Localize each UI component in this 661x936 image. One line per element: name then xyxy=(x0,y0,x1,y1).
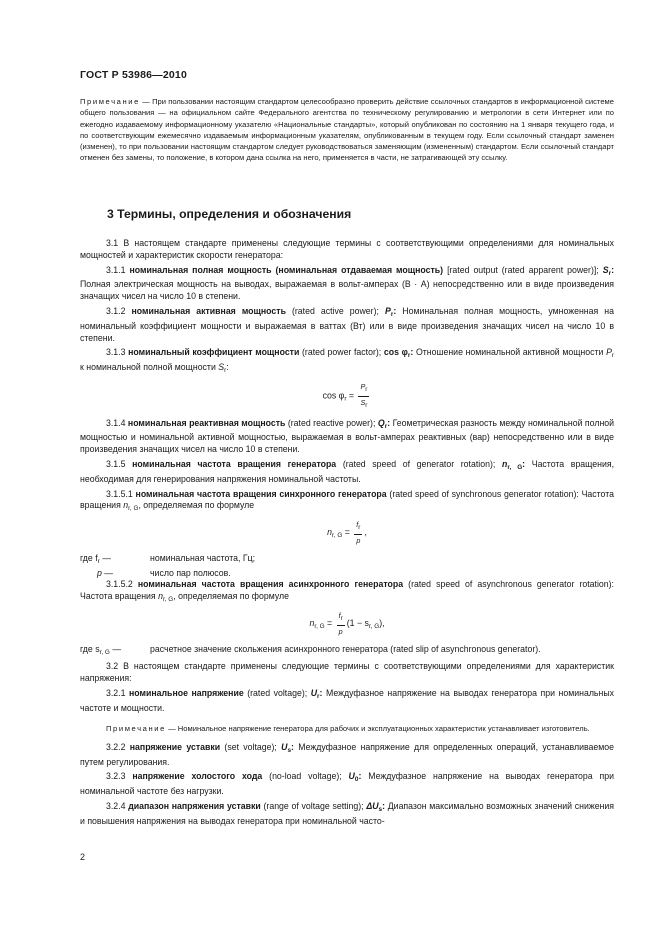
document-body xyxy=(80,238,614,828)
formula-power-factor: $\cos \varphi_r$ = $\frac{Pr}{Sr}$ xyxy=(322,381,368,409)
page-number: 2 xyxy=(80,852,86,862)
note-label: Примечание xyxy=(80,97,140,106)
term-3-2-3: 3.2.3 напряжение холостого хода (no-load voltage); $U_0$: Междуфазное напряжение на выводах генератора при номинальной частоте без нагрузки. xyxy=(80,771,614,797)
formula-async-speed: $n_{r, G}$ = $\frac{fr}{p}$ $(1 - s_{r, G})$, xyxy=(309,610,385,636)
term-3-1-3: 3.1.3 номинальный коэффициент мощности (rated power factor); $\cos \varphi_r$: Отношение номинальной активной мощности $P_r$ к номинальной полной мощности $S_r$: xyxy=(80,347,615,375)
term-3-1-4: 3.1.4 номинальная реактивная мощность (rated reactive power); $Q_r$: Геометрическая разность между номинальной полной мощностью и номинальной активной мощностью, выражаемая в вольт-амперах реактивных (вар) непосредственно или в виде произведения значащих чисел на число 10 в степени. xyxy=(80,417,615,455)
note-references xyxy=(80,96,614,164)
term-3-2-2: 3.2.2 напряжение уставки (set voltage); $U_s$: Междуфазное напряжение для определенных операций, устанавливаемое путем регулирования. xyxy=(80,741,614,767)
where-item-slip: где $s_{r, G}$ — расчетное значение скольжения асинхронного генератора (rated slip of asynchronous generator). xyxy=(80,643,541,656)
term-3-1-5-2: 3.1.5.2 номинальная частота вращения асинхронного генератора (rated speed of asynchronous generator rotation): Частота вращения $n_{r, G}$, определяемая по формуле xyxy=(80,579,614,604)
where-item-poles: p — число пар полюсов. xyxy=(97,567,231,578)
term-3-2-4: 3.2.4 диапазон напряжения уставки (range of voltage setting); $\Delta U_s$: Диапазон максимально возможных значений снижения и повышения напряжения на выводах генератора при номинальной часто- xyxy=(80,800,615,826)
term-3-1-5: 3.1.5 номинальная частота вращения генератора (rated speed of generator rotation); $n_{r, G}$: Частота вращения, необходимая для генерирования напряжения номинальной частоты. xyxy=(80,458,615,484)
note-rated-voltage: Примечание — Номинальное напряжение генератора для рабочих и эксплуатационных характеристик устанавливает изготовитель. xyxy=(106,723,590,733)
section-heading: 3 Термины, определения и обозначения xyxy=(107,207,352,221)
term-3-1-2: 3.1.2 номинальная активная мощность (rated active power); $P_r$: Номинальная полная мощность, умноженная на номинальный коэффициент мощности и выражаемая в ваттах (Вт) или в виде произведения значащих чисел на число 10 в степени. xyxy=(80,305,614,343)
term-3-1-5-1: 3.1.5.1 номинальная частота вращения синхронного генератора (rated speed of synchronous generator rotation): Частота вращения $n_{r, G}$, определяемая по формуле xyxy=(80,488,615,513)
paragraph-3-2: 3.2 В настоящем стандарте применены следующие термины с соответствующими определениями для характеристик напряжения: xyxy=(80,661,614,684)
term-3-1-1: 3.1.1 номинальная полная мощность (номинальная отдаваемая мощность) [rated output (rated apparent power)]; $S_r$: Полная электрическая мощность на выводах, выражаемая в вольт-амперах (В · А) непосредственно или в виде произведения значащих чисел на число 10 в степени. xyxy=(80,264,615,302)
paragraph-3-1: 3.1 В настоящем стандарте применены следующие термины с соответствующими определениями для номинальных мощностей и характеристик скорости генератора: xyxy=(80,238,614,260)
where-item-frequency: где $f_r$ — номинальная частота, Гц; xyxy=(80,552,256,565)
document-header: ГОСТ Р 53986—2010 xyxy=(80,69,188,81)
note-text: — При пользовании настоящим стандартом целесообразно проверить действие ссылочных стандартов в информационной системе общего пользования — на официальном сайте Федерального агентства по техническому регулированию и метрологии в сети Интернет или по ежегодно издаваемому информационному указателю «Национальные стандарты», который опубликован по состоянию на 1 января текущего года, и по соответствующим ежемесячно издаваемым информационным указателям, опубликованным в текущем году. Если ссылочный стандарт заменен (изменен), то при пользовании настоящим стандартом следует руководствоваться заменяющим (измененным) стандартом. Если ссылочный стандарт отменен без замены, то положение, в котором дана ссылка на него, применяется в части, не затрагивающей эту ссылку. xyxy=(80,97,614,163)
term-3-2-1: 3.2.1 номинальное напряжение (rated voltage); $U_r$: Междуфазное напряжение на выводах генератора при номинальных частоте и мощности. xyxy=(80,687,614,713)
formula-sync-speed: $n_{r, G}$ = $\frac{fr}{p}$ , xyxy=(327,520,367,545)
